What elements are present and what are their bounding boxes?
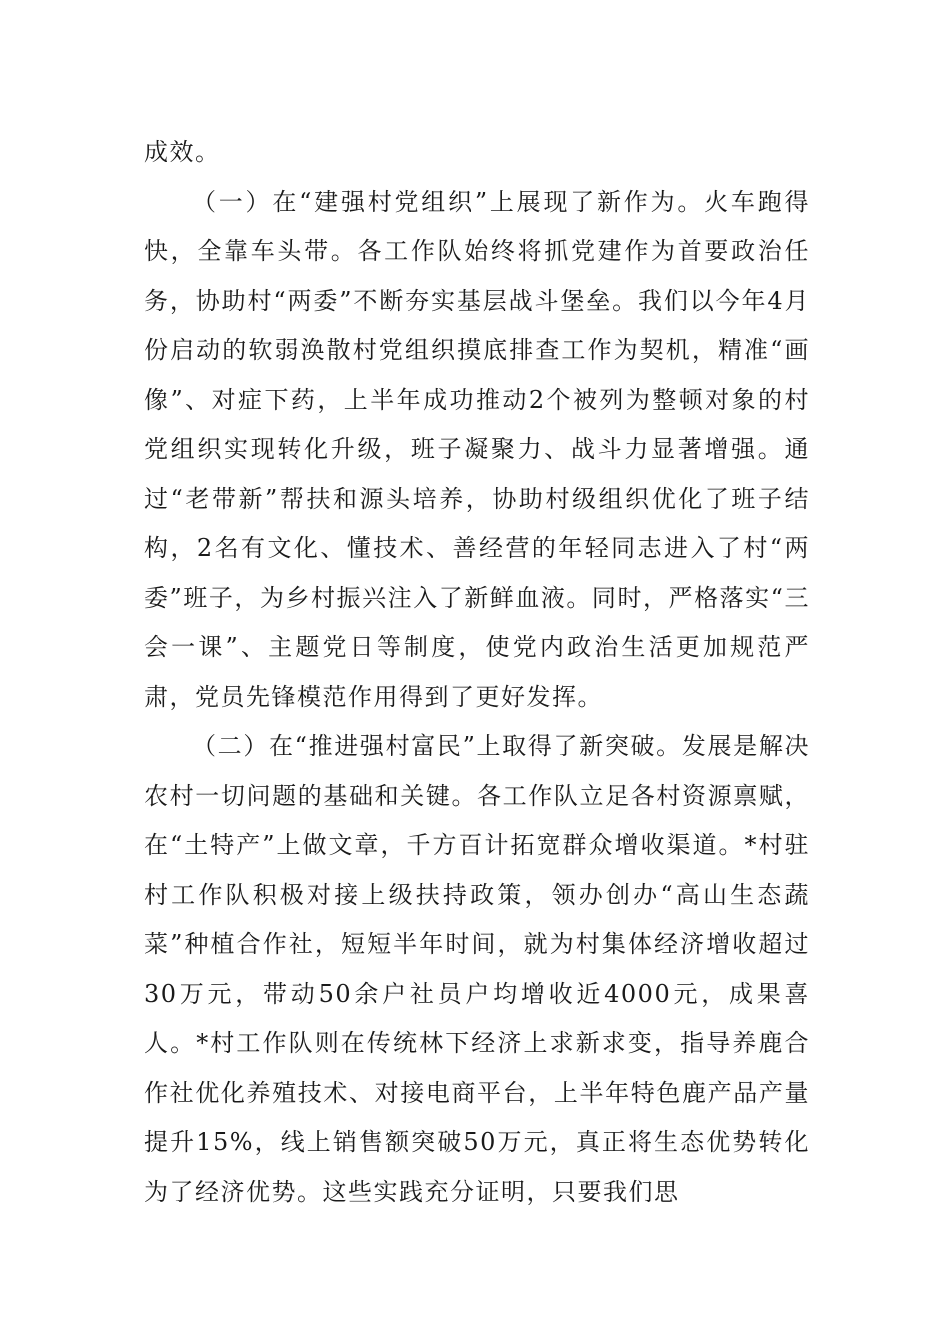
paragraph-rural-development: （二）在“推进强村富民”上取得了新突破。发展是解决农村一切问题的基础和关键。各工作队立足各村资源禀赋，在“土特产”上做文章，千方百计拓宽群众增收渠道。*村驻村工作队积极对接上级扶持政策，领办创办“高山生态蔬菜”种植合作社，短短半年时间，就为村集体经济增收超过30万元，带动50余户社员户均增收近4000元，成果喜人。*村工作队则在传统林下经济上求新求变，指导养鹿合作社优化养殖技术、对接电商平台，上半年特色鹿产品产量提升15%，线上销售额突破50万元，真正将生态优势转化为了经济优势。这些实践充分证明，只要我们思 — [144, 732, 810, 1206]
body-text — [144, 128, 810, 1217]
paragraph-continuation: 成效。 — [144, 138, 221, 166]
paragraph-party-organization: （一）在“建强村党组织”上展现了新作为。火车跑得快，全靠车头带。各工作队始终将抓党建作为首要政治任务，协助村“两委”不断夯实基层战斗堡垒。我们以今年4月份启动的软弱涣散村党组织摸底排查工作为契机，精准“画像”、对症下药，上半年成功推动2个被列为整顿对象的村党组织实现转化升级，班子凝聚力、战斗力显著增强。通过“老带新”帮扶和源头培养，协助村级组织优化了班子结构，2名有文化、懂技术、善经营的年轻同志进入了村“两委”班子，为乡村振兴注入了新鲜血液。同时，严格落实“三会一课”、主题党日等制度，使党内政治生活更加规范严肃，党员先锋模范作用得到了更好发挥。 — [144, 187, 810, 711]
